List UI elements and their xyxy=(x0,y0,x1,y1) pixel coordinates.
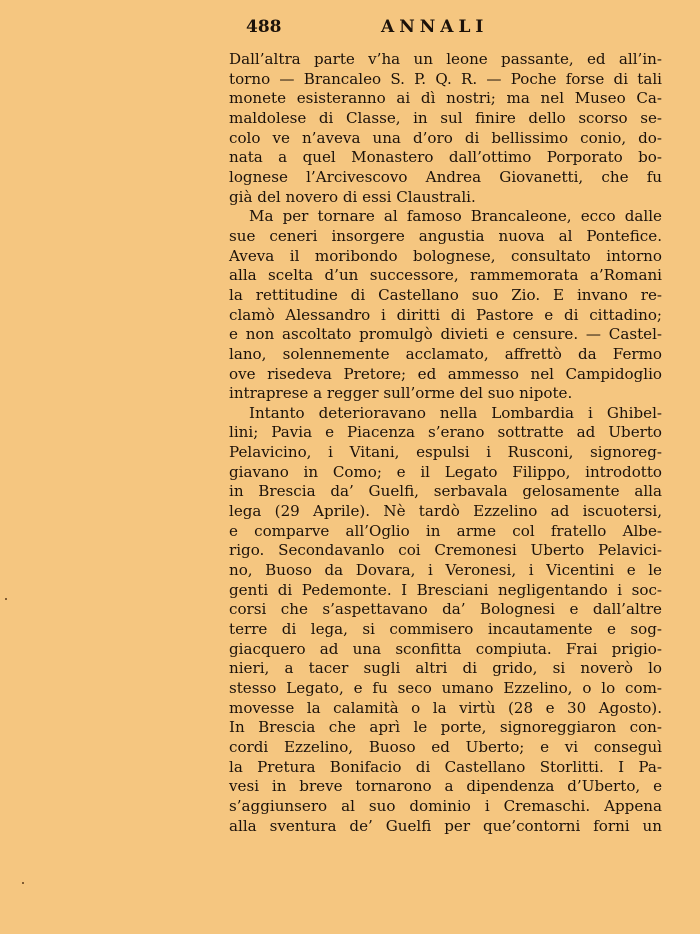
text-line: no, Buoso da Dovara, i Veronesi, i Vicentini e le xyxy=(229,561,662,580)
text-line: In Brescia che aprì le porte, signoreggiaron con- xyxy=(229,718,662,737)
text-line: lini; Pavia e Piacenza s’erano sottratte ad Uberto xyxy=(229,423,662,442)
text-line: in Brescia da’ Guelfi, serbavala gelosamente alla xyxy=(229,482,662,501)
text-line: Dall’altra parte v’ha un leone passante, ed all’in- xyxy=(229,50,662,68)
text-line: rigo. Secondavanlo coi Cremonesi Uberto Pelavici- xyxy=(229,541,662,560)
text-line: s’aggiunsero al suo dominio i Cremaschi. Appena xyxy=(229,796,662,815)
text-line: Intanto deterioravano nella Lombardia i Ghibel- xyxy=(249,403,662,422)
running-title: ANNALI xyxy=(381,17,489,37)
text-line: la rettitudine di Castellano suo Zio. E invano re- xyxy=(229,285,662,304)
paper-speck xyxy=(22,882,24,884)
text-line: e comparve all’Oglio in arme col fratello Albe- xyxy=(229,521,662,540)
text-line: e non ascoltato promulgò divieti e censure. — Castel- xyxy=(229,325,662,344)
body-text xyxy=(229,50,662,836)
text-line: Pelavicino, i Vitani, espulsi i Rusconi, signoreg- xyxy=(229,443,662,462)
text-line: stesso Legato, e fu seco umano Ezzelino, o lo com- xyxy=(229,679,662,697)
text-line: Ma per tornare al famoso Brancaleone, ecco dalle xyxy=(249,207,662,226)
text-line: alla sventura de’ Guelfi per que’contorni forni un xyxy=(229,816,662,835)
text-line: giacquero ad una sconfitta compiuta. Frai prigio- xyxy=(229,639,662,658)
page-header xyxy=(246,14,546,40)
page-number: 488 xyxy=(246,17,282,37)
text-line: nieri, a tacer sugli altri di grido, si noverò lo xyxy=(229,659,662,678)
text-line: la Pretura Bonifacio di Castellano Storlitti. I Pa- xyxy=(229,757,662,776)
text-line: colo ve n’aveva una d’oro di bellissimo conio, do- xyxy=(229,128,662,147)
text-line: lognese l’Arcivescovo Andrea Giovanetti, che fu xyxy=(229,167,662,186)
text-line: sue ceneri insorgere angustia nuova al Pontefice. xyxy=(229,226,662,245)
text-line: lano, solennemente acclamato, affrettò da Fermo xyxy=(229,344,662,363)
text-line: corsi che s’aspettavano da’ Bolognesi e dall’altre xyxy=(229,600,662,619)
text-line: terre di lega, si commisero incautamente e sog- xyxy=(229,620,662,639)
text-line: Aveva il moribondo bolognese, consultato intorno xyxy=(229,246,662,265)
text-line: genti di Pedemonte. I Bresciani negligentando i soc- xyxy=(229,580,662,599)
text-line: nata a quel Monastero dall’ottimo Porporato bo- xyxy=(229,148,662,167)
text-line: maldolese di Classe, in sul finire dello scorso se- xyxy=(229,108,662,127)
text-line: movesse la calamità o la virtù (28 e 30 Agosto). xyxy=(229,698,662,717)
paper-speck xyxy=(5,598,7,600)
text-line: ove risedeva Pretore; ed ammesso nel Campidoglio xyxy=(229,364,662,383)
text-line: clamò Alessandro i diritti di Pastore e di cittadino; xyxy=(229,305,662,324)
text-line: torno — Brancaleo S. P. Q. R. — Poche forse di tali xyxy=(229,69,662,88)
text-line: cordi Ezzelino, Buoso ed Uberto; e vi conseguì xyxy=(229,737,662,756)
text-line: monete esisteranno ai dì nostri; ma nel Museo Ca- xyxy=(229,89,662,108)
text-line: giavano in Como; e il Legato Filippo, introdotto xyxy=(229,462,662,481)
text-line: lega (29 Aprile). Nè tardò Ezzelino ad iscuotersi, xyxy=(229,502,662,521)
text-line: vesi in breve tornarono a dipendenza d’Uberto, e xyxy=(229,777,662,796)
text-line: intraprese a regger sull’orme del suo nipote. xyxy=(229,384,573,403)
text-line: già del novero di essi Claustrali. xyxy=(229,187,476,206)
text-line: alla scelta d’un successore, rammemorata a’Romani xyxy=(229,266,662,285)
